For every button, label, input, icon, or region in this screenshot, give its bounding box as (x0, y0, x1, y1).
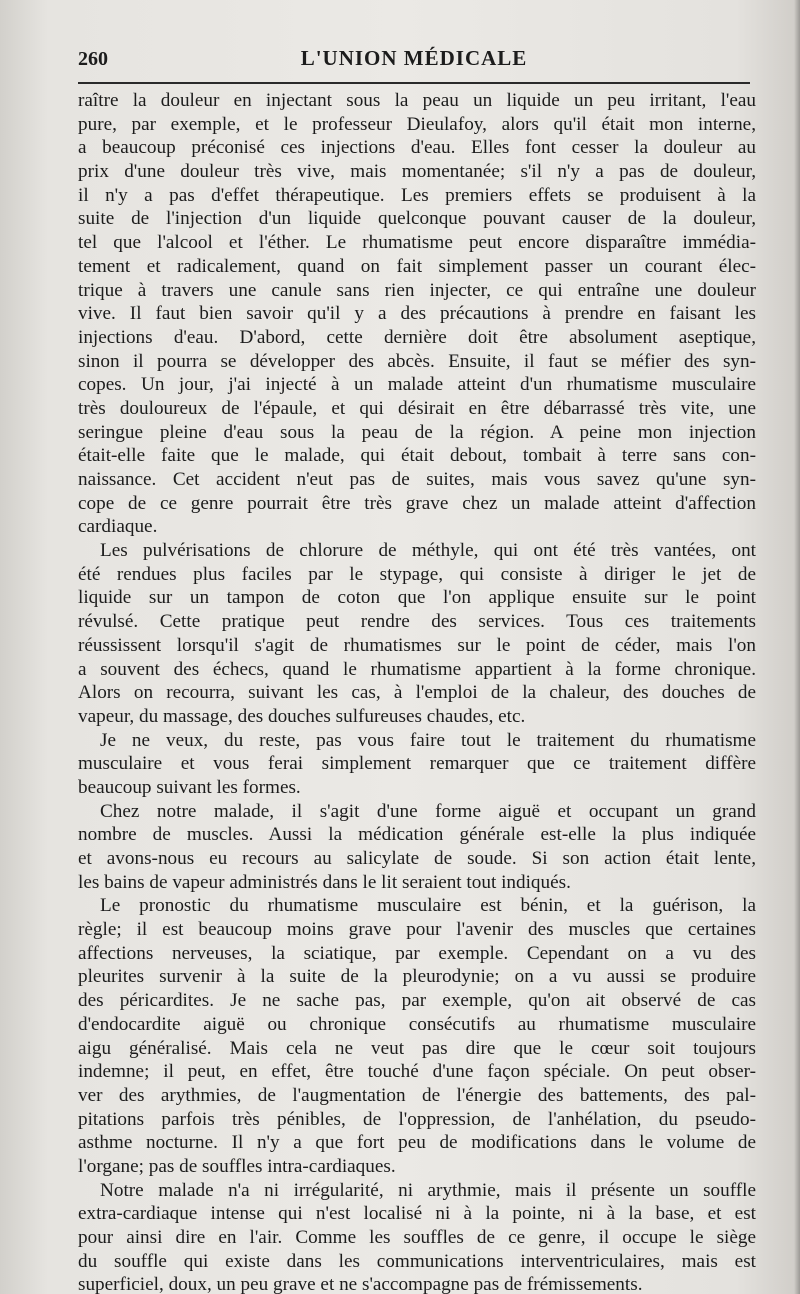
text-line: suite de l'injection d'un liquide quelconque pouvant causer de la douleur, (78, 208, 756, 230)
running-title: L'UNION MÉDICALE (300, 46, 528, 70)
text-line: pitations parfois très pénibles, de l'oppression, de l'anhélation, du pseudo- (78, 1108, 756, 1130)
text-line: Je ne veux, du reste, pas vous faire tout le traitement du rhumatisme (100, 729, 756, 751)
text-line: était-elle faite que le malade, qui était debout, tombait à terre sans con- (78, 445, 756, 467)
text-line: Alors on recourra, suivant les cas, à l'emploi de la chaleur, des douches de (78, 682, 756, 704)
text-line: été rendues plus faciles par le stypage, qui consiste à diriger le jet de (78, 563, 756, 585)
text-line: musculaire et vous ferai simplement remarquer que ce traitement diffère (78, 753, 756, 775)
text-line: copes. Un jour, j'ai injecté à un malade atteint d'un rhumatisme musculaire (78, 374, 756, 396)
text-line: seringue pleine d'eau sous la peau de la région. A peine mon injection (78, 421, 756, 443)
text-line: extra-cardiaque intense qui n'est localisé ni à la pointe, ni à la base, et est (78, 1203, 756, 1225)
text-line: indemne; il peut, en effet, être touché d'une façon spéciale. On peut obser- (78, 1061, 756, 1083)
text-line: prix d'une douleur très vive, mais momentanée; s'il n'y a pas de douleur, (78, 161, 756, 183)
paragraph (78, 1179, 756, 1294)
text-line: ver des arythmies, de l'augmentation de l'énergie des battements, des pal- (78, 1084, 756, 1106)
text-line: du souffle qui existe dans les communications interventriculaires, mais est (78, 1250, 756, 1272)
text-line: vapeur, du massage, des douches sulfureuses chaudes, etc. (78, 705, 526, 727)
text-line: aigu généralisé. Mais cela ne veut pas dire que le cœur soit toujours (78, 1037, 756, 1059)
text-line: raître la douleur en injectant sous la peau un liquide un peu irritant, l'eau (78, 90, 756, 111)
text-line: des péricardites. Je ne sache pas, par exemple, qu'on ait observé de cas (78, 990, 756, 1012)
text-line: superficiel, doux, un peu grave et ne s'accompagne pas de frémissements. (78, 1274, 643, 1294)
text-line: injections d'eau. D'abord, cette dernière doit être absolument aseptique, (78, 326, 756, 348)
text-line: d'endocardite aiguë ou chronique consécutifs au rhumatisme musculaire (78, 1013, 756, 1035)
paragraph (78, 800, 756, 895)
text-line: les bains de vapeur administrés dans le lit seraient tout indiqués. (78, 871, 571, 893)
paragraph (78, 89, 756, 539)
text-line: Les pulvérisations de chlorure de méthyle, qui ont été très vantées, ont (100, 540, 756, 562)
text-line: affections nerveuses, la sciatique, par exemple. Cependant on a vu des (78, 942, 756, 964)
text-line: naissance. Cet accident n'eut pas de suites, mais vous savez qu'une syn- (78, 469, 756, 490)
body-text (78, 89, 756, 1294)
page-header (78, 40, 750, 80)
text-line: asthme nocturne. Il n'y a que fort peu de modifications dans le volume de (78, 1132, 756, 1154)
page-edge-shadow (794, 0, 800, 1294)
text-line: pure, par exemple, et le professeur Dieulafoy, alors qu'il était mon interne, (78, 113, 756, 135)
text-line: règle; il est beaucoup moins grave pour l'avenir des muscles que certaines (78, 919, 756, 941)
paragraph (78, 894, 756, 1178)
page-number: 260 (78, 48, 108, 70)
text-line: pour ainsi dire en l'air. Comme les souffles de ce genre, il occupe le siège (78, 1227, 756, 1248)
text-line: tel que l'alcool et l'éther. Le rhumatisme peut encore disparaître immédia- (78, 232, 756, 254)
paragraph (78, 539, 756, 729)
text-line: sinon il pourra se développer des abcès. Ensuite, il faut se méfier des syn- (78, 350, 756, 372)
text-line: a souvent des échecs, quand le rhumatisme appartient à la forme chronique. (78, 658, 756, 680)
text-line: cardiaque. (78, 516, 158, 538)
text-line: a beaucoup préconisé ces injections d'eau. Elles font cesser la douleur au (78, 137, 756, 159)
text-line: très douloureux de l'épaule, et qui désirait en être débarrassé très vite, une (78, 397, 756, 419)
text-line: l'organe; pas de souffles intra-cardiaques. (78, 1155, 396, 1177)
text-line: Le pronostic du rhumatisme musculaire est bénin, et la guérison, la (100, 895, 756, 917)
text-line: cope de ce genre pourrait être très grave chez un malade atteint d'affection (78, 492, 756, 514)
text-line: beaucoup suivant les formes. (78, 776, 301, 798)
text-line: Notre malade n'a ni irrégularité, ni arythmie, mais il présente un souffle (100, 1179, 756, 1201)
text-line: pleurites survenir à la suite de la pleurodynie; on a vu aussi se produire (78, 966, 756, 988)
text-line: trique à travers une canule sans rien injecter, ce qui entraîne une douleur (78, 279, 756, 301)
text-line: révulsé. Cette pratique peut rendre des services. Tous ces traitements (78, 611, 756, 633)
text-line: tement et radicalement, quand on fait simplement passer un courant élec- (78, 255, 756, 277)
text-line: vive. Il faut bien savoir qu'il y a des précautions à prendre en faisant les (78, 303, 756, 325)
text-line: et avons-nous eu recours au salicylate de soude. Si son action était lente, (78, 848, 756, 869)
paragraph (78, 729, 756, 800)
text-line: Chez notre malade, il s'agit d'une forme aiguë et occupant un grand (100, 800, 756, 822)
text-line: réussissent lorsqu'il s'agit de rhumatismes sur le point de céder, mais l'on (78, 634, 756, 656)
text-line: il n'y a pas d'effet thérapeutique. Les premiers effets se produisent à la (78, 184, 756, 206)
text-line: nombre de muscles. Aussi la médication générale est-elle la plus indiquée (78, 824, 756, 846)
text-line: liquide sur un tampon de coton que l'on applique ensuite sur le point (78, 587, 756, 609)
header-rule (78, 82, 750, 84)
